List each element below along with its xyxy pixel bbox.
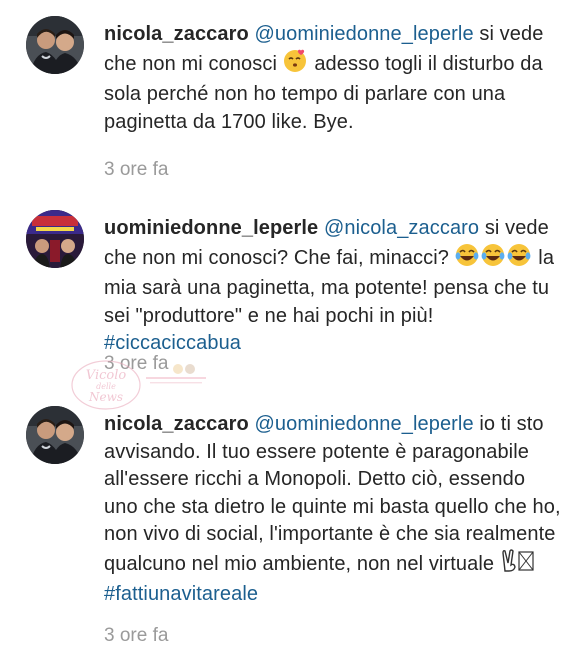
comment-text-part: adesso togli il disturbo da sola perché non ho tempo di parlare con una paginetta da 1700 like. Bye.	[104, 52, 543, 133]
mention-link[interactable]: @uominiedonne_leperle	[254, 23, 474, 45]
tears-of-joy-icon	[455, 243, 533, 276]
comment-text	[104, 411, 564, 609]
comment-username[interactable]: nicola_zaccaro	[104, 413, 249, 435]
comment-text	[104, 21, 564, 136]
comment-text-part: si vede che non mi conosci? Che fai, minacci?	[104, 217, 549, 269]
watermark-line-1: Vicolo	[85, 368, 127, 383]
comment-3	[0, 390, 582, 660]
mention-link[interactable]: @nicola_zaccaro	[323, 217, 480, 239]
comment-text-part: la mia sarà una paginetta, ma potente! pensa che tu sei "produttore" e ne hai pochi in più!	[104, 246, 555, 327]
comment-text-part: si vede che non mi conosci	[104, 23, 544, 75]
comment-text	[104, 215, 564, 358]
avatar[interactable]	[26, 406, 84, 464]
comment-timestamp: 3 ore fa	[104, 353, 169, 374]
avatar-photo	[26, 406, 84, 464]
comment-username[interactable]: nicola_zaccaro	[104, 23, 249, 45]
watermark-line-2: delle	[96, 382, 116, 391]
comment-timestamp: 3 ore fa	[104, 625, 169, 646]
avatar-photo	[26, 210, 84, 268]
hashtag-link[interactable]: #fattiunavitareale	[104, 583, 259, 605]
avatar[interactable]	[26, 16, 84, 74]
comment-timestamp: 3 ore fa	[104, 159, 169, 180]
victory-hand-icon	[500, 549, 536, 582]
avatar[interactable]	[26, 210, 84, 268]
hashtag-link[interactable]: #ciccaciccabua	[104, 332, 242, 354]
mention-link[interactable]: @uominiedonne_leperle	[254, 413, 474, 435]
comment-username[interactable]: uominiedonne_leperle	[104, 217, 319, 239]
kissing-face-with-heart-icon	[283, 49, 309, 82]
watermark-line-3: News	[88, 390, 124, 404]
avatar-photo	[26, 16, 84, 74]
comment-1	[0, 0, 582, 200]
comment-text-part: io ti sto avvisando. Il tuo essere potente è paragonabile all'essere ricchi a Monopoli. Detto ciò, essendo uno che sta dietro le quinte mi basta quello che ho, non vivo di social, l'importante è che sia realmente qualcuno nel mio ambiente, non nel virtuale	[104, 413, 561, 575]
